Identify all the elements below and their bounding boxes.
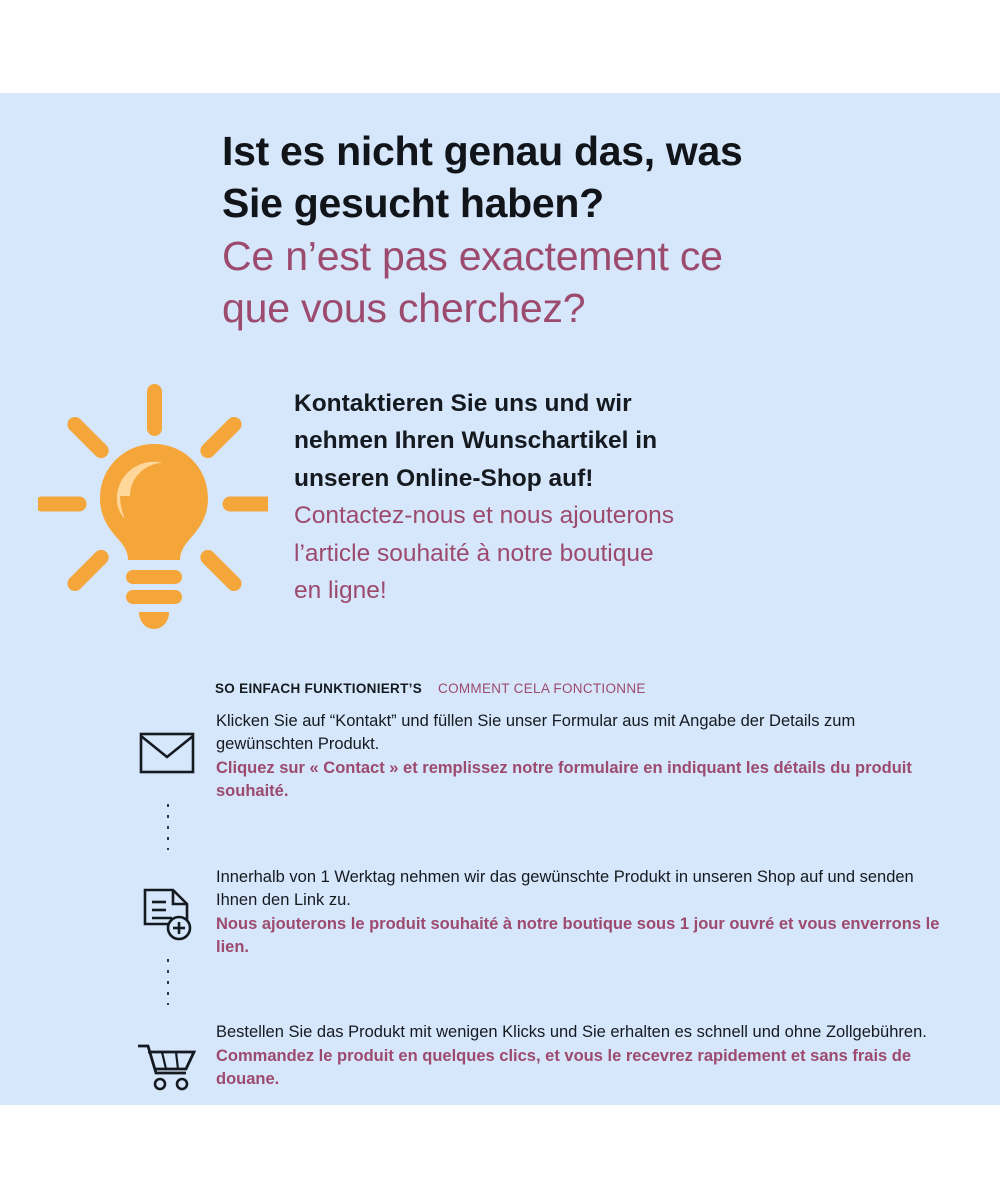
step-de-text: Bestellen Sie das Produkt mit wenigen Klicks und Sie erhalten es schnell und ohne Zollgebühren. (216, 1023, 927, 1042)
page-title (222, 125, 922, 335)
step-connector (118, 959, 948, 1017)
step-de-text: Innerhalb von 1 Werktag nehmen wir das gewünschte Produkt in unseren Shop auf und senden Ihnen den Link zu. (216, 867, 914, 910)
envelope-icon (118, 706, 216, 774)
list-item (118, 862, 948, 960)
headline-de-line2: Sie gesucht haben? (222, 180, 604, 227)
step-fr-text: Commandez le produit en quelques clics, et vous le recevrez rapidement et sans frais de douane. (216, 1046, 912, 1089)
subheadline (294, 385, 914, 610)
subhead-de-line3: unseren Online-Shop auf! (294, 464, 594, 492)
lightbulb-icon (38, 384, 268, 644)
headline-fr-line1: Ce n’est pas exactement ce (222, 232, 723, 279)
step-connector (118, 804, 948, 862)
shopping-cart-icon (118, 1017, 216, 1091)
steps-list (118, 706, 948, 1092)
subhead-de-line2: nehmen Ihren Wunschartikel in (294, 427, 658, 455)
subhead-de-line1: Kontaktieren Sie uns und wir (294, 390, 632, 417)
step-fr-text: Cliquez sur « Contact » et remplissez notre formulaire en indiquant les détails du produit souhaité. (216, 758, 912, 801)
subhead-fr-line2: l’article souhaité à notre boutique (294, 539, 654, 567)
document-add-icon (118, 862, 216, 944)
list-item (118, 706, 948, 804)
subhead-fr-line1: Contactez-nous et nous ajouterons (294, 502, 674, 530)
howto-label-de: SO EINFACH FUNKTIONIERT’S (215, 681, 423, 696)
step-fr-text: Nous ajouterons le produit souhaité à notre boutique sous 1 jour ouvré et vous enverrons le lien. (216, 914, 940, 956)
howto-heading (215, 681, 646, 696)
step-de-text: Klicken Sie auf “Kontakt” und füllen Sie unser Formular aus mit Angabe der Details zum gewünschten Produkt. (216, 712, 856, 754)
howto-label-fr: COMMENT CELA FONCTIONNE (438, 681, 646, 696)
headline-de-line1: Ist es nicht genau das, was (222, 128, 743, 174)
list-item (118, 1017, 948, 1091)
subhead-fr-line3: en ligne! (294, 577, 387, 605)
headline-fr-line2: que vous cherchez? (222, 285, 586, 332)
